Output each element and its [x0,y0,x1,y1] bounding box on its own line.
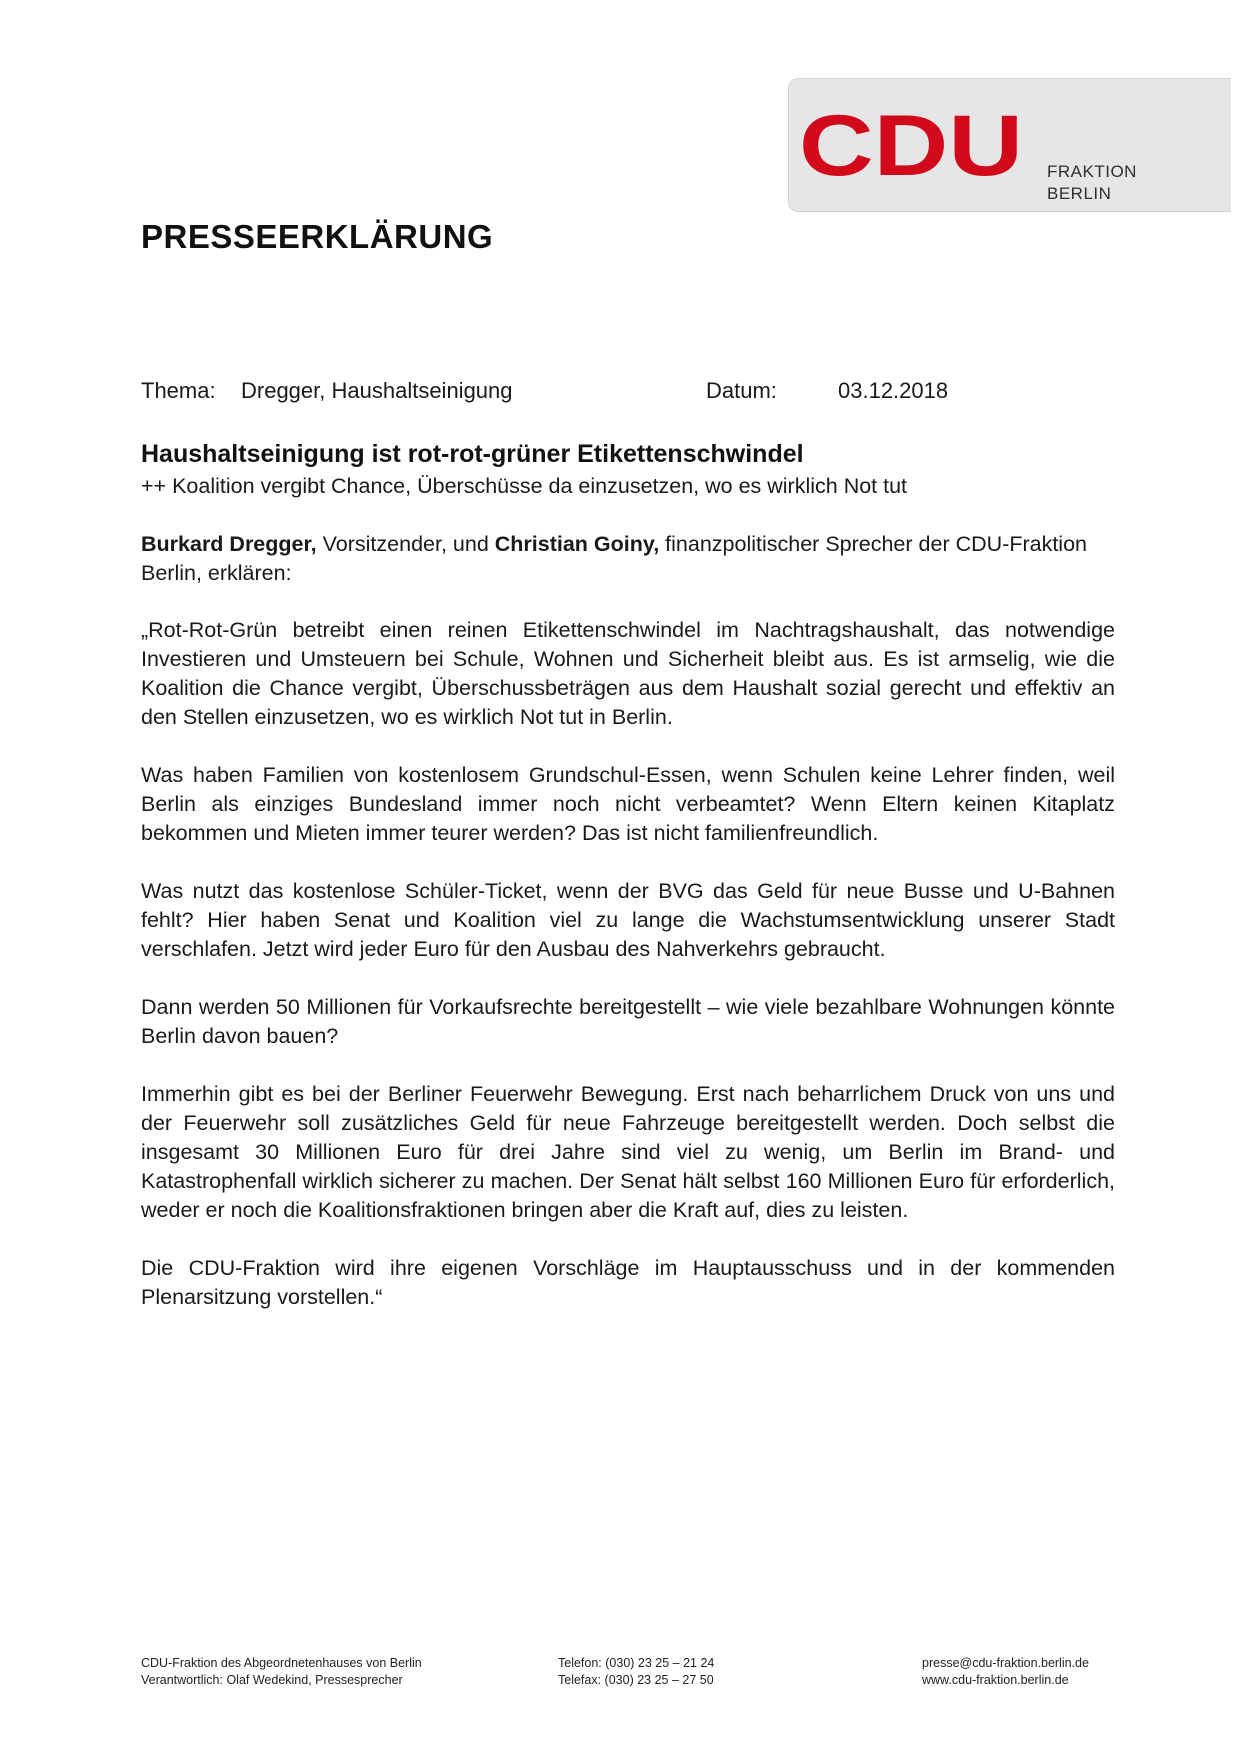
topic-value: Dregger, Haushaltseinigung [241,378,513,403]
subheadline: ++ Koalition vergibt Chance, Überschüsse da einzusetzen, wo es wirklich Not tut [141,474,908,498]
footer-phone: Telefon: (030) 23 25 – 21 24 [558,1656,715,1670]
paragraph: Was haben Familien von kostenlosem Grundschul-Essen, wenn Schulen keine Lehrer finden, weil Berlin als einziges Bundesland immer noch nicht verbeamtet? Wenn Eltern keinen Kitaplatz bekommen und Mieten immer teurer werden? Das ist nicht familienfreundlich. [141,763,1115,845]
statement-body [141,616,1115,1341]
paragraph: Immerhin gibt es bei der Berliner Feuerwehr Bewegung. Erst nach beharrlichem Druck von uns und der Feuerwehr soll zusätzliches Geld für neue Fahrzeuge bereitgestellt werden. Doch selbst die insgesamt 30 Millionen Euro für drei Jahre sind viel zu wenig, um Berlin im Brand- und Katastrophenfall wirklich sicherer zu machen. Der Senat hält selbst 160 Millionen Euro für erforderlich, weder er noch die Koalitionsfraktionen bringen aber die Kraft auf, dies zu leisten. [141,1082,1115,1222]
paragraph: „Rot-Rot-Grün betreibt einen reinen Etikettenschwindel im Nachtragshaushalt, das notwendige Investieren und Umsteuern bei Schule, Wohnen und Sicherheit bleibt aus. Es ist armselig, wie die Koalition die Chance vergibt, Überschussbeträgen aus dem Haushalt sozial gerecht und effektiv an den Stellen einzusetzen, wo es wirklich Not tut in Berlin. [141,618,1115,729]
date-label: Datum: [706,378,777,403]
footer-contact-online [922,1655,1089,1689]
cdu-wordmark [797,109,1027,185]
paragraph: Dann werden 50 Millionen für Vorkaufsrechte bereitgestellt – wie viele bezahlbare Wohnungen könnte Berlin davon bauen? [141,995,1115,1048]
footer-responsible: Verantwortlich: Olaf Wedekind, Pressesprecher [141,1673,403,1687]
speaker-name-1: Burkard Dregger, [141,532,317,556]
meta-row [0,378,1240,408]
logo-subtitle-line2: BERLIN [1047,184,1112,203]
party-logo [788,78,1231,212]
headline: Haushaltseinigung ist rot-rot-grüner Etikettenschwindel [141,440,804,468]
paragraph: Die CDU-Fraktion wird ihre eigenen Vorschläge im Hauptausschuss und in der kommenden Plenarsitzung vorstellen.“ [141,1256,1115,1309]
footer-org-name: CDU-Fraktion des Abgeordnetenhauses von Berlin [141,1656,422,1670]
cdu-wordmark-text: CDU [799,109,1023,185]
paragraph: Was nutzt das kostenlose Schüler-Ticket, wenn der BVG das Geld für neue Busse und U-Bahnen fehlt? Hier haben Senat und Koalition viel zu lange die Wachstumsentwicklung unserer Stadt verschlafen. Jetzt wird jeder Euro für den Ausbau des Nahverkehrs gebraucht. [141,879,1115,961]
logo-subtitle [1047,161,1137,205]
speaker-name-2: Christian Goiny, [494,532,660,556]
footer-fax: Telefax: (030) 23 25 – 27 50 [558,1673,714,1687]
footer-email[interactable]: presse@cdu-fraktion.berlin.de [922,1656,1089,1670]
document-title: PRESSEERKLÄRUNG [141,218,494,255]
date-value: 03.12.2018 [838,378,949,403]
speaker-role-1: Vorsitzender, und [316,532,495,556]
logo-subtitle-line1: FRAKTION [1047,162,1137,181]
topic-label: Thema: [141,378,216,403]
footer-contact-phone [558,1655,714,1689]
footer-website[interactable]: www.cdu-fraktion.berlin.de [922,1673,1069,1687]
speaker-role-2: finanzpolitischer Sprecher der CDU-Fraktion Berlin, erklären: [141,532,1087,585]
intro-paragraph [141,530,1116,588]
footer-organization [141,1655,422,1689]
